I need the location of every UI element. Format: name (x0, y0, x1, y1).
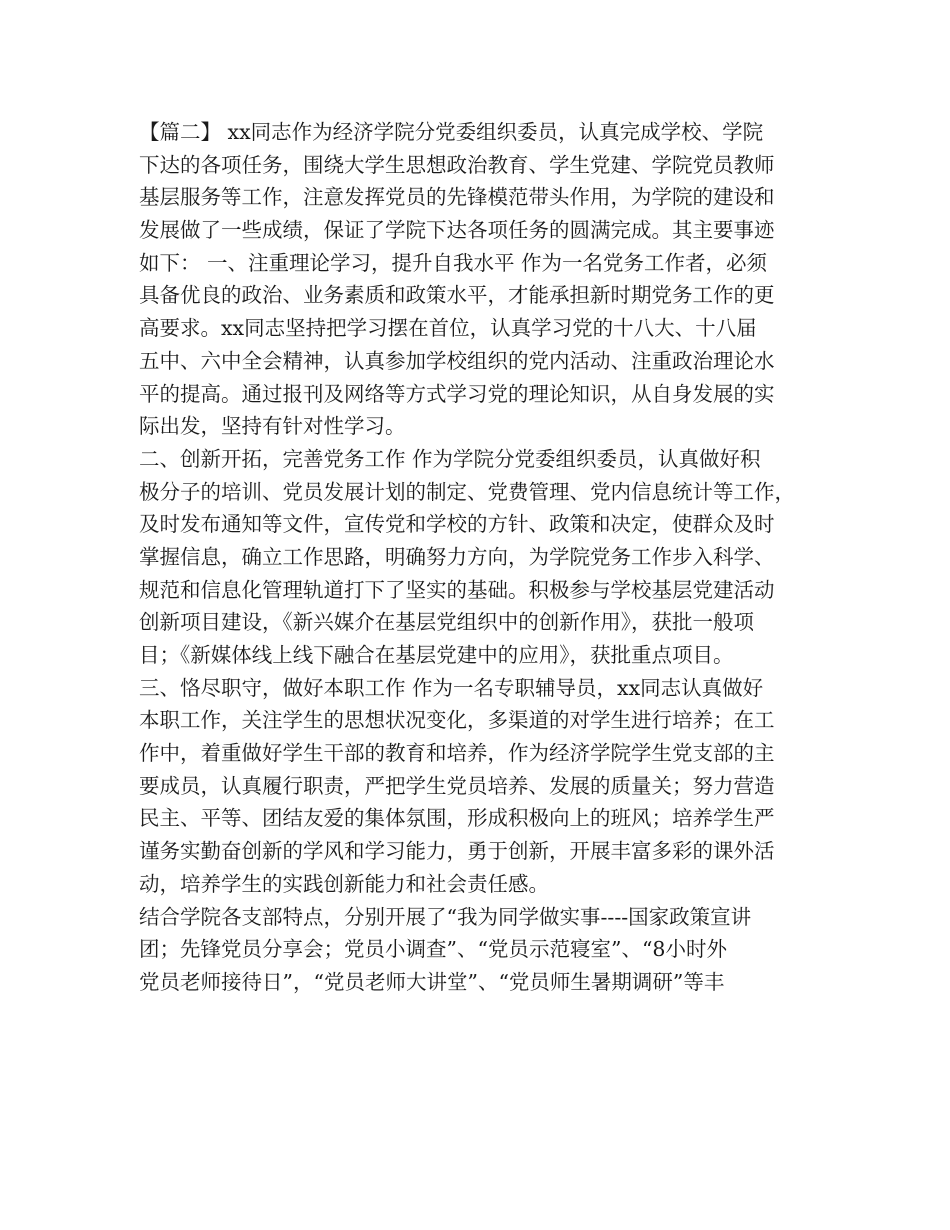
text-line: 具备优良的政治、业务素质和政策水平，才能承担新时期党务工作的更 (139, 283, 775, 308)
text-line: 发展做了一些成绩，保证了学院下达各项任务的圆满完成。其主要事迹 (139, 218, 775, 243)
text-line: 及时发布通知等文件，宣传党和学校的方针、政策和决定，使群众及时 (139, 512, 775, 537)
text-line: 党员老师接待日”，“党员老师大讲堂”、“党员师生暑期调研”等丰 (139, 969, 725, 994)
text-line: 高要求。xx同志坚持把学习摆在首位，认真学习党的十八大、十八届 (139, 316, 757, 341)
text-line: 二、创新开拓，完善党务工作 作为学院分党委组织委员，认真做好积 (139, 446, 761, 471)
text-line: 作中，着重做好学生干部的教育和培养，作为经济学院学生党支部的主 (139, 741, 775, 766)
text-line: 如下： 一、注重理论学习，提升自我水平 作为一名党务工作者，必须 (139, 250, 768, 275)
text-line: 掌握信息，确立工作思路，明确努力方向，为学院党务工作步入科学、 (139, 544, 775, 569)
text-line: 民主、平等、团结友爱的集体氛围，形成积极向上的班风；培养学生严 (139, 806, 775, 831)
text-line: 创新项目建设，《新兴媒介在基层党组织中的创新作用》，获批一般项 (139, 610, 754, 635)
text-line: 要成员，认真履行职责，严把学生党员培养、发展的质量关；努力营造 (139, 773, 775, 798)
text-line: 本职工作，关注学生的思想状况变化，多渠道的对学生进行培养；在工 (139, 708, 775, 733)
text-line: 下达的各项任务，围绕大学生思想政治教育、学生党建、学院党员教师 (139, 152, 775, 177)
text-line: 五中、六中全会精神，认真参加学校组织的党内活动、注重政治理论水 (139, 348, 775, 373)
text-line: 目；《新媒体线上线下融合在基层党建中的应用》，获批重点项目。 (139, 643, 734, 667)
text-line: 谨务实勤奋创新的学风和学习能力，勇于创新，开展丰富多彩的课外活 (139, 839, 775, 864)
text-line: 际出发，坚持有针对性学习。 (139, 414, 406, 439)
document-body (139, 116, 819, 999)
text-line: 平的提高。通过报刊及网络等方式学习党的理论知识，从自身发展的实 (139, 381, 775, 406)
text-line: 团；先锋党员分享会；党员小调查”、“党员示范寝室”、“8小时外 (139, 937, 727, 962)
text-line: 基层服务等工作，注意发挥党员的先锋模范带头作用，为学院的建设和 (139, 185, 775, 210)
text-line: 三、恪尽职守，做好本职工作 作为一名专职辅导员，xx同志认真做好 (139, 675, 764, 700)
text-line: 【篇二】 xx同志作为经济学院分党委组织委员，认真完成学校、学院 (139, 120, 764, 144)
text-line: 动，培养学生的实践创新能力和社会责任感。 (139, 871, 549, 896)
text-line: 规范和信息化管理轨道打下了坚实的基础。积极参与学校基层党建活动 (139, 577, 775, 602)
text-line: 极分子的培训、党员发展计划的制定、党费管理、党内信息统计等工作， (139, 479, 795, 504)
text-line: 结合学院各支部特点，分别开展了“我为同学做实事----国家政策宣讲 (139, 904, 752, 929)
